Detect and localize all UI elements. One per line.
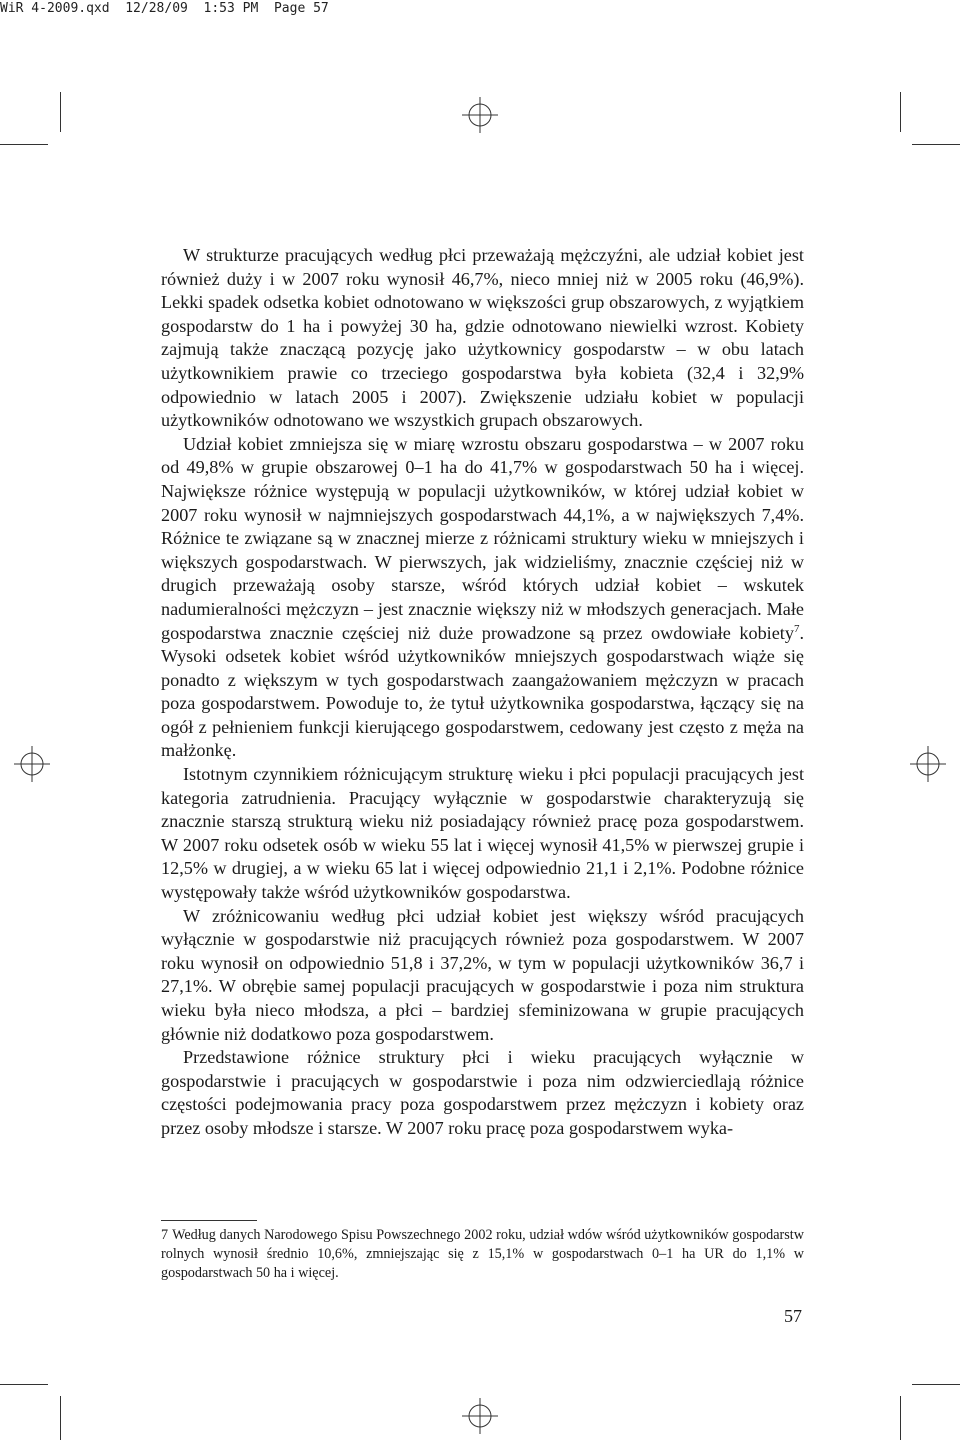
- paragraph-4: W zróżnicowaniu według płci udział kobiet jest większy wśród pracujących wyłącznie w gospodarstwie niż pracujących również poza gospodarstwem. W 2007 roku wynosił on odpowiednio 51,8 i 37,2%, w tym w populacji użytkowników 36,7 i 27,1%. W obrębie samej populacji pracujących w gospodarstwie i poza nim struktura wieku była nieco młodsza, a płci – bardziej sfeminizowana w grupie pracujących głównie niż dodatkowo poza gospodarstwem.: [161, 905, 804, 1044]
- slug-page-label: Page 57: [273, 1, 329, 16]
- crop-mark-top-right-v: [900, 92, 901, 132]
- paragraph-2-text: Udział kobiet zmniejsza się w miarę wzrostu obszaru gospodarstwa – w 2007 roku od 49,8% w grupie obszarowej 0–1 ha do 41,7% w gospodarstwach 50 ha i więcej. Największe różnice występują w populacji użytkowników, w której udział kobiet w 2007 roku wynosił w najmniejszych gospodarstwach 44,1%, a w największych 7,4%. Różnice te związane są w znacznej mierze z różnicami struktury wieku w mniejszych i większych gospodarstwach. W pierwszych, jak widzieliśmy, znacznie częściej niż w drugich przeważają osoby starsze, wśród których udział kobiet – wskutek nadumieralności mężczyzn – jest znacznie większy niż w młodszych generacjach. Małe gospodarstwa znacznie częściej niż duże prowadzone są przez owdowiałe kobiety: [161, 433, 804, 643]
- paragraph-1: W strukturze pracujących według płci przeważają mężczyźni, ale udział kobiet jest również duży i w 2007 roku wynosił 46,7%, nieco mniej niż w 2005 roku (46,9%). Lekki spadek odsetka kobiet odnotowano w większości grup obszarowych, z wyjątkiem gospodarstw do 1 ha i powyżej 30 ha, gdzie odnotowano niewielki wzrost. Kobiety zajmują także znaczącą pozycję jako użytkownicy gospodarstw – w obu latach użytkownikiem prawie co trzeciego gospodarstwa była kobieta (32,4 i 32,9% odpowiednio w latach 2005 i 2007). Zwiększenie udziału kobiet w populacji użytkowników odnotowano we wszystkich grupach obszarowych.: [161, 245, 804, 431]
- page-number: 57: [784, 1306, 802, 1326]
- registration-mark-left-icon: [14, 746, 50, 782]
- crop-mark-bottom-right-h: [912, 1384, 960, 1385]
- registration-mark-bottom-icon: [462, 1398, 498, 1434]
- slug-file: WiR 4-2009.qxd: [0, 1, 110, 16]
- crop-mark-bottom-right-v: [900, 1396, 901, 1440]
- footnote-text: Według danych Narodowego Spisu Powszechnego 2002 roku, udział wdów wśród użytkowników gospodarstw rolnych wynosił średnio 10,6%, zmniejszając się z 15,1% w gospodarstwach 0–1 ha UR do 1,1% w gospodarstwach 50 ha i więcej.: [161, 1227, 804, 1281]
- crop-mark-bottom-left-h: [0, 1384, 48, 1385]
- footnote-reference: 7: [793, 622, 800, 635]
- paragraph-5: Przedstawione różnice struktury płci i wieku pracujących wyłącznie w gospodarstwie i pracujących w gospodarstwie i poza nim odzwierciedlają różnice częstości podejmowania pracy poza gospodarstwem przez mężczyzn i kobiety oraz przez osoby młodsze i starsze. W 2007 roku pracę poza gospodarstwem wyka-: [161, 1047, 804, 1138]
- paragraph-3: Istotnym czynnikiem różnicującym strukturę wieku i płci populacji pracujących jest kategoria zatrudnienia. Pracujący wyłącznie w gospodarstwie charakteryzują się znacznie starszą strukturą wieku niż posiadający również pracę poza gospodarstwem. W 2007 roku odsetek osób w wieku 55 lat i więcej wynosił 41,5% w pierwszej grupie i 12,5% w drugiej, a w wieku 65 lat i więcej odpowiednio 21,1 i 2,1%. Podobne różnice występowały także wśród użytkowników gospodarstwa.: [161, 764, 804, 903]
- body-text: [161, 244, 804, 1141]
- crop-mark-top-left-v: [60, 92, 61, 132]
- slug-date: 12/28/09: [125, 1, 188, 16]
- paragraph-2-continuation: . Wysoki odsetek kobiet wśród użytkowników mniejszych gospodarstwach wiąże się ponadto z większym w tych gospodarstwach zaangażowaniem mężczyzn w pracach poza gospodarstwem. Powoduje to, że tytuł użytkownika gospodarstwa, łączący się na ogół z pełnieniem funkcji kierującego gospodarstwem, cedowany jest często z męża na małżonkę.: [161, 622, 804, 761]
- footnote-rule: [161, 1220, 257, 1221]
- footnote-number: 7: [161, 1227, 169, 1243]
- crop-mark-top-left-h: [0, 144, 48, 145]
- crop-mark-top-right-h: [912, 144, 960, 145]
- paragraph-2: [161, 433, 804, 763]
- print-slug: [0, 0, 329, 18]
- registration-mark-right-icon: [910, 746, 946, 782]
- registration-mark-top-icon: [462, 97, 498, 133]
- footnote: [161, 1226, 804, 1283]
- crop-mark-bottom-left-v: [60, 1396, 61, 1440]
- slug-time: 1:53 PM: [203, 1, 259, 16]
